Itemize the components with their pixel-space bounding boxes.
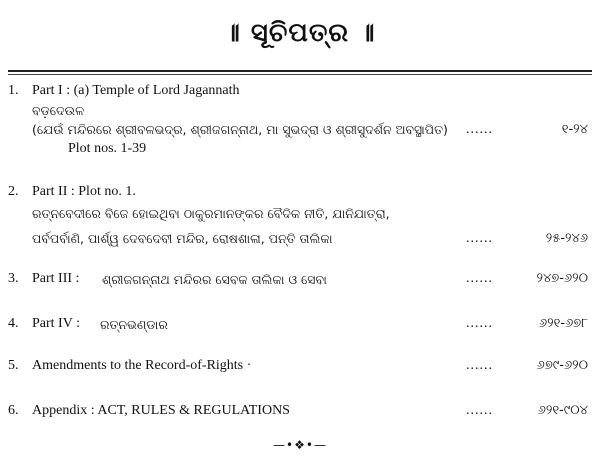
entry-subtitle: ବଡ଼ଦେଉଳ [32, 103, 85, 118]
end-ornament: —•❖•— [273, 438, 327, 452]
entry-heading: Part II : Plot no. 1. [32, 184, 136, 199]
entry-number: 4. [8, 316, 19, 331]
page-range: ୨୪୭-୬୨୦ [536, 271, 588, 286]
entry-heading: Part III : [32, 271, 80, 286]
leader-dots: ...... [466, 122, 493, 137]
leader-dots: ...... [466, 271, 493, 286]
entry-heading: Part IV : [32, 316, 80, 331]
entry-description: (ଯେଉଁ ମନ୍ଦିରରେ ଶ୍ରୀବଳଭଦ୍ର, ଶ୍ରୀଜଗନ୍ନାଥ, ମା ସୁଭଦ୍ରା ଓ ଶ୍ରୀସୁଦର୍ଶନ ଅବସ୍ଥାପିତ) [32, 122, 448, 137]
entry-number: 6. [8, 403, 19, 418]
entry-heading-odia: ରତ୍ନଭଣ୍ଡାର [100, 317, 168, 332]
entry-number: 2. [8, 184, 19, 199]
page-range: ୬୨୧-୬୭୮ [538, 316, 588, 331]
entry-description: ପର୍ବପର୍ବାଣି, ପାର୍ଶ୍ୱ ଦେବଦେବୀ ମନ୍ଦିର, ରୋଷଶାଳା, ପନ୍ତି ତାଲିକା [32, 231, 333, 246]
leader-dots: ...... [466, 231, 493, 246]
page-range: ୨୫-୨୪୬ [545, 231, 588, 246]
entry-heading: Part I : (a) Temple of Lord Jagannath [32, 83, 240, 98]
entry-heading: Appendix : ACT, RULES & REGULATIONS [32, 403, 290, 418]
page-range: ୬୭୯-୬୨୦ [536, 358, 588, 373]
leader-dots: ...... [466, 403, 493, 418]
page-range: ୬୨୧-୯୦୪ [537, 403, 588, 418]
leader-dots: ...... [466, 358, 493, 373]
entry-heading-odia: ଶ୍ରୀଜଗନ୍ନାଥ ମନ୍ଦିରର ସେବକ ତାଲିକା ଓ ସେବା [102, 272, 327, 287]
leader-dots: ...... [466, 316, 493, 331]
entry-plot-nos: Plot nos. 1-39 [68, 141, 147, 156]
page-range: ୧-୨୪ [561, 122, 588, 137]
title-rule-thin [8, 74, 592, 75]
entry-heading: Amendments to the Record-of-Rights · [32, 358, 252, 373]
entry-number: 5. [8, 358, 19, 373]
entry-number: 3. [8, 271, 19, 286]
title-rule-thick [8, 70, 592, 72]
entry-description: ରତ୍ନବେଦୀରେ ବିଜେ ହୋଇଥିବା ଠାକୁରମାନଙ୍କର ବୈଦିକ ନୀତି, ଯାନିଯାତ୍ରା, [32, 206, 390, 221]
entry-number: 1. [8, 83, 19, 98]
page-title: ॥ ସୂଚିପତ୍ର ॥ [224, 18, 376, 48]
